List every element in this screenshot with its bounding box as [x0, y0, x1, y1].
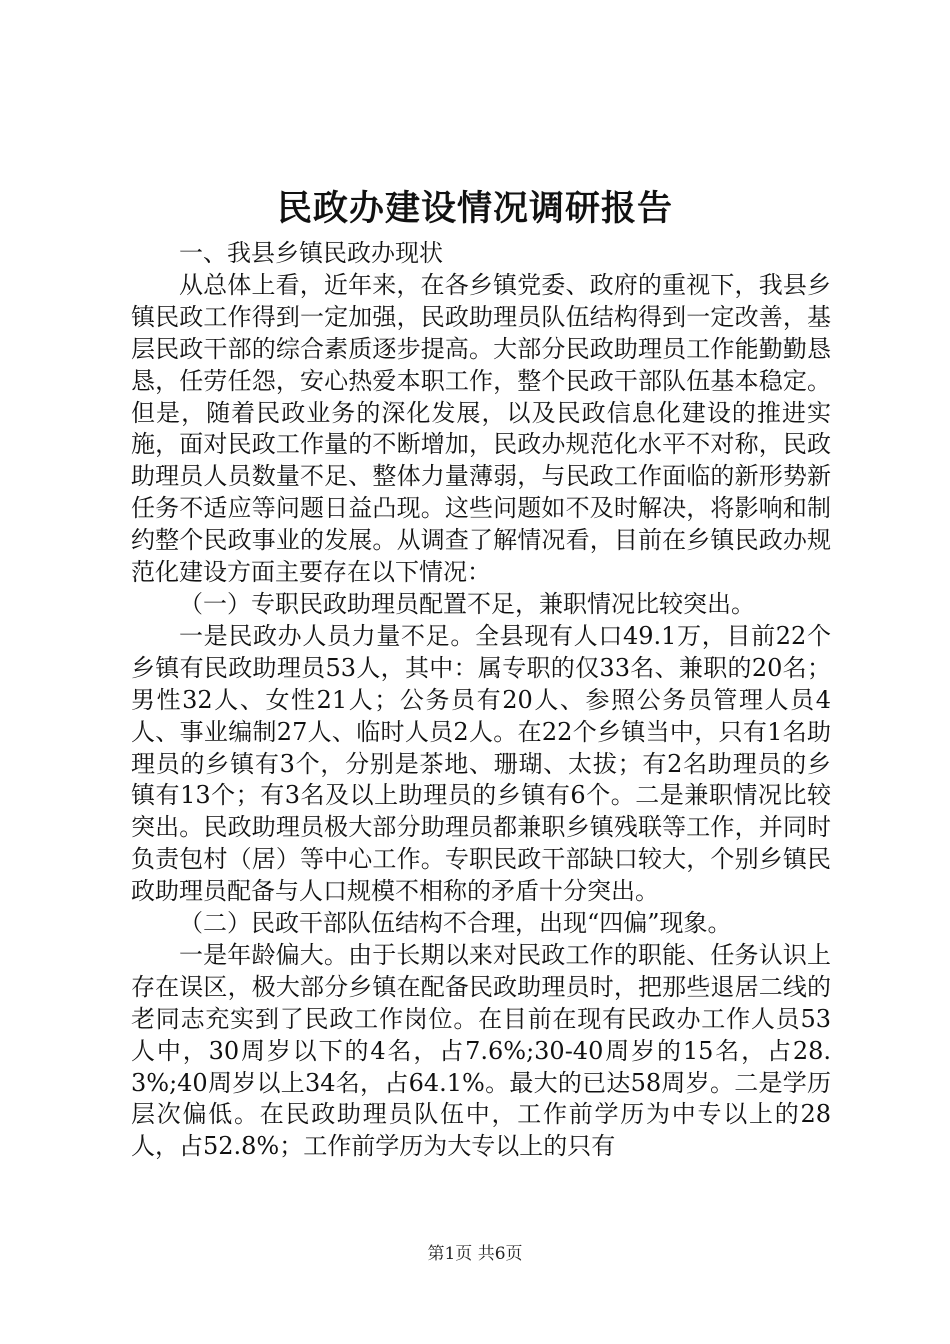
body-paragraph: 一是民政办人员力量不足。全县现有人口49.1万，目前22个乡镇有民政助理员53人，其中：属专职的仅33名、兼职的20名；男性32人、女性21人；公务员有20人、参照公务员管理人员4人、事业编制27人、临时人员2人。在22个乡镇当中，只有1名助理员的乡镇有3个，分别是茶地、珊瑚、太拔；有2名助理员的乡镇有13个；有3名及以上助理员的乡镇有6个。二是兼职情况比较突出。民政助理员极大部分助理员都兼职乡镇残联等工作，并同时负责包村（居）等中心工作。专职民政干部缺口较大，个别乡镇民政助理员配备与人口规模不相称的矛盾十分突出。	[131, 621, 831, 906]
document-title: 民政办建设情况调研报告	[276, 188, 673, 229]
document-body	[131, 238, 831, 1163]
page-footer: 第1页 共6页	[427, 1244, 523, 1264]
body-paragraph: 一是年龄偏大。由于长期以来对民政工作的职能、任务认识上存在误区，极大部分乡镇在配备民政助理员时，把那些退居二线的老同志充实到了民政工作岗位。在目前在现有民政办工作人员53人中，30周岁以下的4名，占7.6%;30-40周岁的15名，占28.3%;40周岁以上34名，占64.1%。最大的已达58周岁。二是学历层次偏低。在民政助理员队伍中，工作前学历为中专以上的28人，占52.8%；工作前学历为大专以上的只有	[131, 940, 831, 1161]
subsection-heading: （一）专职民政助理员配置不足，兼职情况比较突出。	[179, 589, 755, 618]
section-heading: 一、我县乡镇民政办现状	[179, 239, 443, 267]
body-paragraph: 从总体上看，近年来，在各乡镇党委、政府的重视下，我县乡镇民政工作得到一定加强，民政助理员队伍结构得到一定改善，基层民政干部的综合素质逐步提高。大部分民政助理员工作能勤勤恳恳，任劳任怨，安心热爱本职工作，整个民政干部队伍基本稳定。但是，随着民政业务的深化发展，以及民政信息化建设的推进实施，面对民政工作量的不断增加，民政办规范化水平不对称，民政助理员人员数量不足、整体力量薄弱，与民政工作面临的新形势新任务不适应等问题日益凸现。这些问题如不及时解决，将影响和制约整个民政事业的发展。从调查了解情况看，目前在乡镇民政办规范化建设方面主要存在以下情况：	[131, 270, 831, 587]
subsection-heading: （二）民政干部队伍结构不合理，出现“四偏”现象。	[179, 909, 732, 938]
